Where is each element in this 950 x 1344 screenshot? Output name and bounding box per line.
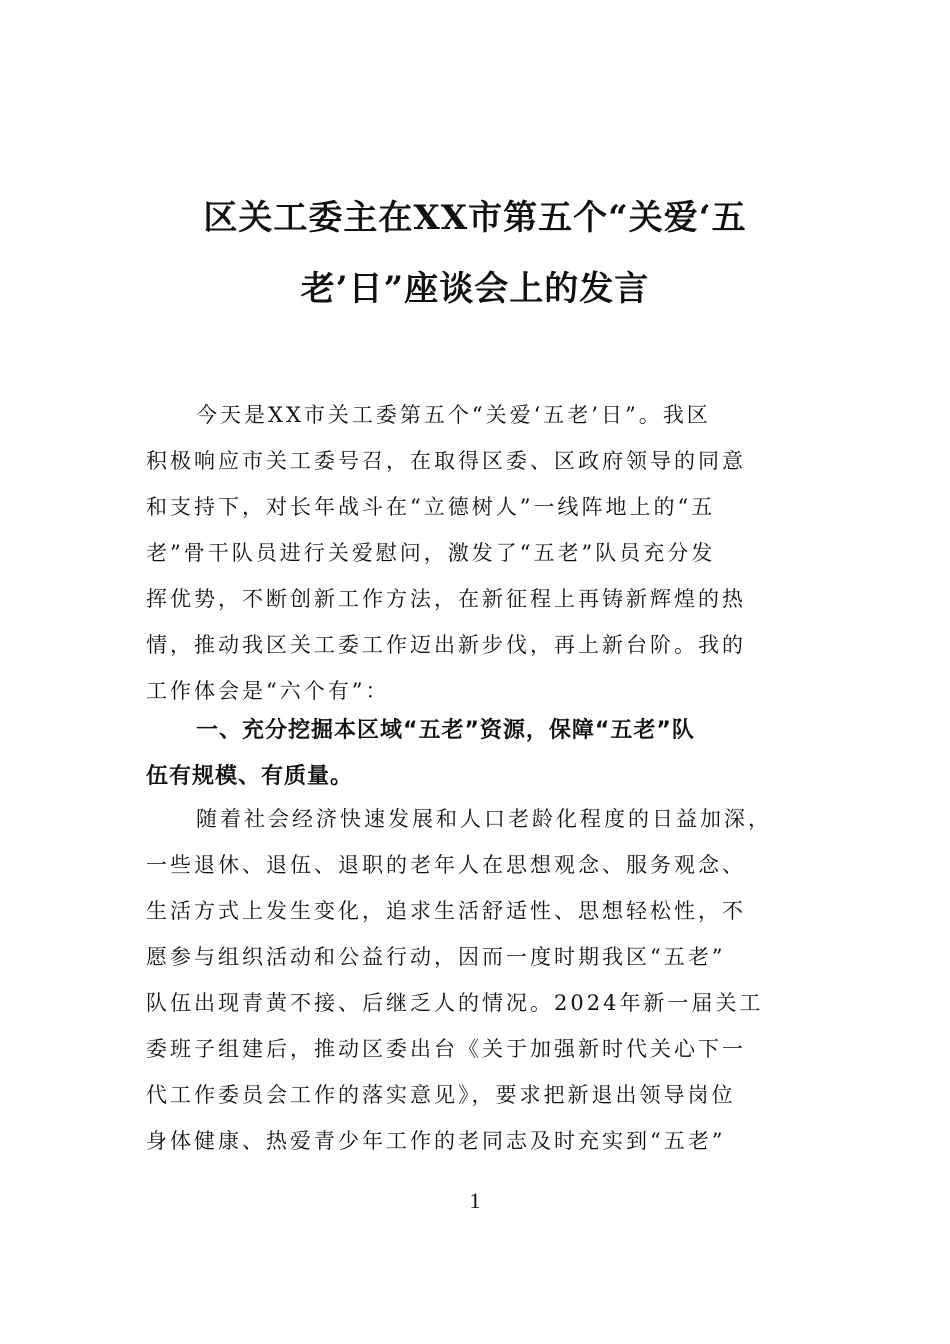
paragraph-line: 委班子组建后，推动区委出台《关于加强新时代关心下一 [146,1037,746,1061]
paragraph-line: 今天是XX市关工委第五个“关爱‘五老’日”。我区 [196,403,711,427]
paragraph-line: 队伍出现青黄不接、后继乏人的情况。2024年新一届关工 [146,991,764,1015]
document-title-line-2: 老’日”座谈会上的发言 [300,269,650,309]
paragraph-line: 随着社会经济快速发展和人口老龄化程度的日益加深， [196,807,772,831]
paragraph-line: 情，推动我区关工委工作迈出新步伐，再上新台阶。我的 [146,633,746,657]
document-title-line-1: 区关工委主在XX市第五个“关爱‘五 [203,198,747,238]
page-number: 1 [469,1188,481,1213]
paragraph-line: 一些退休、退伍、退职的老年人在思想观念、服务观念、 [146,853,746,877]
paragraph-line: 和支持下，对长年战斗在“立德树人”一线阵地上的“五 [146,495,716,519]
paragraph-line: 代工作委员会工作的落实意见》，要求把新退出领导岗位 [146,1083,736,1107]
heading-line: 一、充分挖掘本区域“五老”资源，保障“五老”队 [196,718,695,743]
heading-line: 伍有规模、有质量。 [146,764,354,789]
paragraph-line: 工作体会是“六个有”： [146,679,390,703]
paragraph-line: 身体健康、热爱青少年工作的老同志及时充实到“五老” [146,1129,726,1153]
paragraph-line: 生活方式上发生变化，追求生活舒适性、思想轻松性，不 [146,899,746,923]
paragraph-2 [146,796,808,1164]
paragraph-line: 愿参与组织活动和公益行动，因而一度时期我区“五老” [146,945,726,969]
paragraph-line: 挥优势，不断创新工作方法，在新征程上再铸新辉煌的热 [146,587,746,611]
paragraph-line: 积极响应市关工委号召，在取得区委、区政府领导的同意 [146,449,746,473]
paragraph-1 [146,392,808,714]
paragraph-line: 老”骨干队员进行关爱慰问，激发了“五老”队员充分发 [146,541,716,565]
section-heading-1 [146,708,808,800]
